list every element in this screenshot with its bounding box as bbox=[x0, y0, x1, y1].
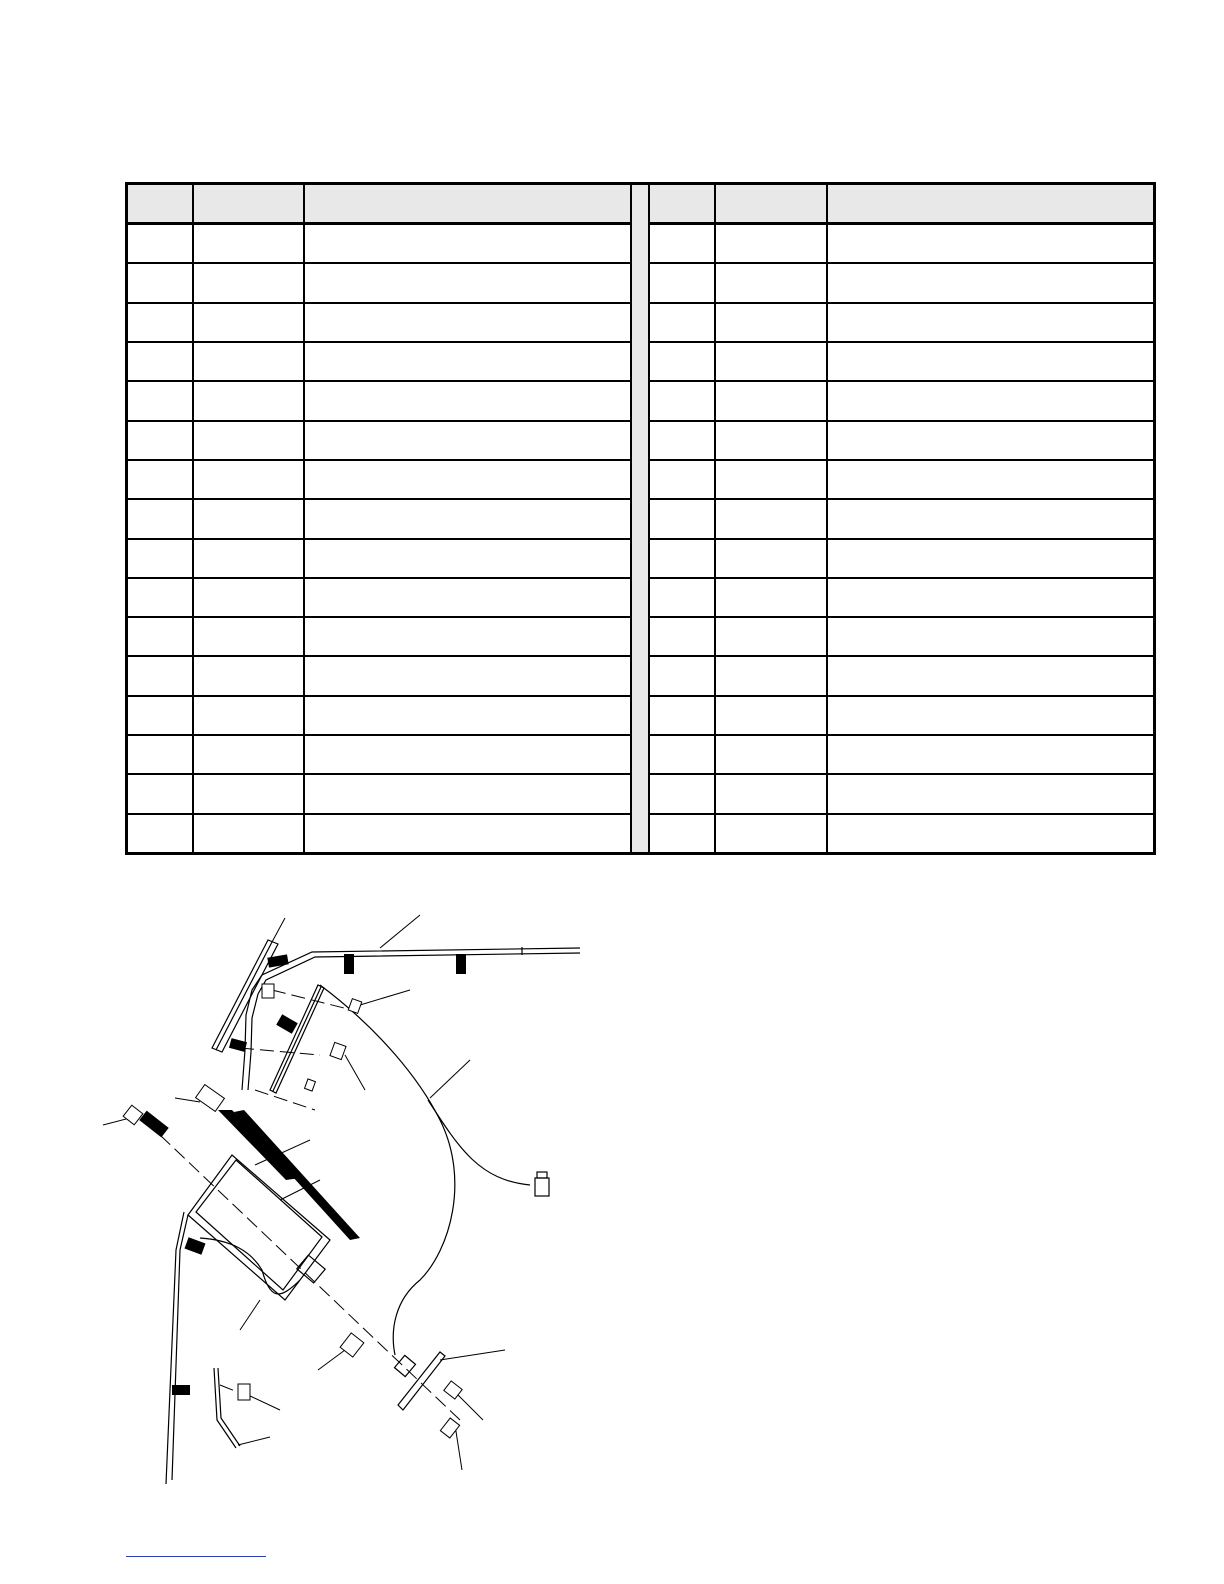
table-row bbox=[128, 655, 630, 694]
item-cell bbox=[650, 775, 714, 812]
table-body-left bbox=[128, 223, 630, 852]
part-number-cell bbox=[714, 461, 826, 498]
item-cell bbox=[128, 618, 192, 655]
parts-table-left-half bbox=[128, 185, 630, 852]
vertical-rod-part bbox=[166, 1212, 188, 1484]
item-cell bbox=[128, 736, 192, 773]
description-cell bbox=[826, 579, 1153, 616]
table-row bbox=[128, 616, 630, 655]
header-part-cell bbox=[192, 185, 303, 222]
table-row bbox=[128, 420, 630, 459]
table-row bbox=[650, 420, 1153, 459]
item-cell bbox=[128, 304, 192, 341]
part-number-cell bbox=[192, 343, 303, 380]
description-cell bbox=[826, 657, 1153, 694]
description-cell bbox=[303, 540, 630, 577]
table-row bbox=[128, 459, 630, 498]
description-cell bbox=[826, 815, 1153, 852]
item-cell bbox=[128, 540, 192, 577]
description-cell bbox=[303, 815, 630, 852]
table-row bbox=[128, 302, 630, 341]
part-number-cell bbox=[714, 304, 826, 341]
description-cell bbox=[303, 343, 630, 380]
part-number-cell bbox=[192, 736, 303, 773]
description-cell bbox=[303, 775, 630, 812]
part-number-cell bbox=[714, 382, 826, 419]
item-cell bbox=[128, 461, 192, 498]
table-row bbox=[650, 380, 1153, 419]
footer-link-underline bbox=[126, 1556, 266, 1557]
item-cell bbox=[128, 657, 192, 694]
table-row bbox=[128, 262, 630, 301]
part-number-cell bbox=[192, 579, 303, 616]
item-cell bbox=[128, 343, 192, 380]
table-row bbox=[650, 341, 1153, 380]
description-cell bbox=[826, 500, 1153, 537]
fasteners bbox=[139, 954, 466, 1395]
part-number-cell bbox=[192, 382, 303, 419]
part-number-cell bbox=[192, 422, 303, 459]
table-row bbox=[128, 341, 630, 380]
description-cell bbox=[303, 304, 630, 341]
description-cell bbox=[303, 225, 630, 262]
parts-table-right-half bbox=[650, 185, 1153, 852]
lower-right-plate-part bbox=[394, 1352, 445, 1410]
table-row bbox=[650, 773, 1153, 812]
item-cell bbox=[650, 657, 714, 694]
header-description-cell bbox=[826, 185, 1153, 222]
part-number-cell bbox=[192, 304, 303, 341]
part-number-cell bbox=[192, 775, 303, 812]
table-row bbox=[650, 223, 1153, 262]
description-cell bbox=[826, 422, 1153, 459]
description-cell bbox=[303, 422, 630, 459]
description-cell bbox=[303, 697, 630, 734]
part-number-cell bbox=[192, 618, 303, 655]
description-cell bbox=[826, 775, 1153, 812]
inner-wire-part bbox=[200, 1238, 300, 1294]
item-cell bbox=[650, 500, 714, 537]
item-cell bbox=[128, 697, 192, 734]
part-number-cell bbox=[192, 225, 303, 262]
item-cell bbox=[650, 461, 714, 498]
description-cell bbox=[826, 225, 1153, 262]
header-item-cell bbox=[128, 185, 192, 222]
part-number-cell bbox=[714, 618, 826, 655]
main-box-bracket-part bbox=[188, 1155, 330, 1300]
table-row bbox=[128, 223, 630, 262]
header-description-cell bbox=[303, 185, 630, 222]
table-row bbox=[128, 813, 630, 852]
table-row bbox=[128, 380, 630, 419]
part-number-cell bbox=[714, 343, 826, 380]
part-number-cell bbox=[714, 225, 826, 262]
description-cell bbox=[826, 461, 1153, 498]
center-lines bbox=[160, 990, 460, 1420]
description-cell bbox=[303, 500, 630, 537]
item-cell bbox=[128, 815, 192, 852]
item-cell bbox=[650, 422, 714, 459]
part-number-cell bbox=[714, 815, 826, 852]
table-header-row bbox=[128, 185, 630, 223]
part-number-cell bbox=[714, 422, 826, 459]
item-cell bbox=[650, 815, 714, 852]
table-row bbox=[650, 302, 1153, 341]
item-cell bbox=[650, 382, 714, 419]
table-row bbox=[128, 773, 630, 812]
table-row bbox=[128, 498, 630, 537]
description-cell bbox=[303, 736, 630, 773]
part-number-cell bbox=[714, 697, 826, 734]
part-number-cell bbox=[714, 500, 826, 537]
description-cell bbox=[826, 540, 1153, 577]
parts-list-table bbox=[125, 182, 1156, 855]
table-row bbox=[650, 262, 1153, 301]
table-row bbox=[650, 813, 1153, 852]
description-cell bbox=[826, 382, 1153, 419]
part-number-cell bbox=[192, 657, 303, 694]
part-number-cell bbox=[192, 500, 303, 537]
item-cell bbox=[128, 382, 192, 419]
table-row bbox=[650, 695, 1153, 734]
header-item-cell bbox=[650, 185, 714, 222]
item-cell bbox=[128, 422, 192, 459]
exploded-assembly-drawing bbox=[0, 880, 620, 1520]
table-row bbox=[128, 577, 630, 616]
description-cell bbox=[303, 618, 630, 655]
part-number-cell bbox=[714, 736, 826, 773]
item-cell bbox=[650, 264, 714, 301]
item-cell bbox=[128, 579, 192, 616]
table-row bbox=[650, 459, 1153, 498]
part-number-cell bbox=[192, 697, 303, 734]
item-cell bbox=[650, 540, 714, 577]
small-l-bracket-part bbox=[214, 1368, 240, 1448]
table-row bbox=[650, 655, 1153, 694]
table-row bbox=[128, 734, 630, 773]
item-cell bbox=[128, 500, 192, 537]
table-header-row bbox=[650, 185, 1153, 223]
table-center-divider bbox=[630, 185, 650, 852]
part-number-cell bbox=[714, 579, 826, 616]
top-bracket-part bbox=[242, 947, 580, 1090]
description-cell bbox=[826, 618, 1153, 655]
part-number-cell bbox=[192, 815, 303, 852]
table-body-right bbox=[650, 223, 1153, 852]
description-cell bbox=[303, 657, 630, 694]
item-cell bbox=[650, 618, 714, 655]
description-cell bbox=[826, 343, 1153, 380]
item-cell bbox=[650, 343, 714, 380]
description-cell bbox=[303, 579, 630, 616]
header-part-cell bbox=[714, 185, 826, 222]
part-number-cell bbox=[714, 657, 826, 694]
item-cell bbox=[128, 775, 192, 812]
description-cell bbox=[826, 736, 1153, 773]
description-cell bbox=[303, 461, 630, 498]
item-cell bbox=[128, 264, 192, 301]
part-number-cell bbox=[714, 540, 826, 577]
item-cell bbox=[650, 579, 714, 616]
table-row bbox=[650, 498, 1153, 537]
item-cell bbox=[650, 697, 714, 734]
cable-part bbox=[320, 985, 549, 1355]
table-row bbox=[650, 538, 1153, 577]
table-row bbox=[650, 616, 1153, 655]
description-cell bbox=[303, 382, 630, 419]
item-cell bbox=[650, 225, 714, 262]
table-row bbox=[128, 695, 630, 734]
part-number-cell bbox=[192, 540, 303, 577]
table-row bbox=[650, 577, 1153, 616]
item-cell bbox=[128, 225, 192, 262]
item-cell bbox=[650, 736, 714, 773]
description-cell bbox=[826, 304, 1153, 341]
part-number-cell bbox=[192, 461, 303, 498]
part-number-cell bbox=[714, 264, 826, 301]
description-cell bbox=[826, 697, 1153, 734]
table-row bbox=[650, 734, 1153, 773]
item-cell bbox=[650, 304, 714, 341]
table-row bbox=[128, 538, 630, 577]
part-number-cell bbox=[714, 775, 826, 812]
part-number-cell bbox=[192, 264, 303, 301]
description-cell bbox=[826, 264, 1153, 301]
description-cell bbox=[303, 264, 630, 301]
